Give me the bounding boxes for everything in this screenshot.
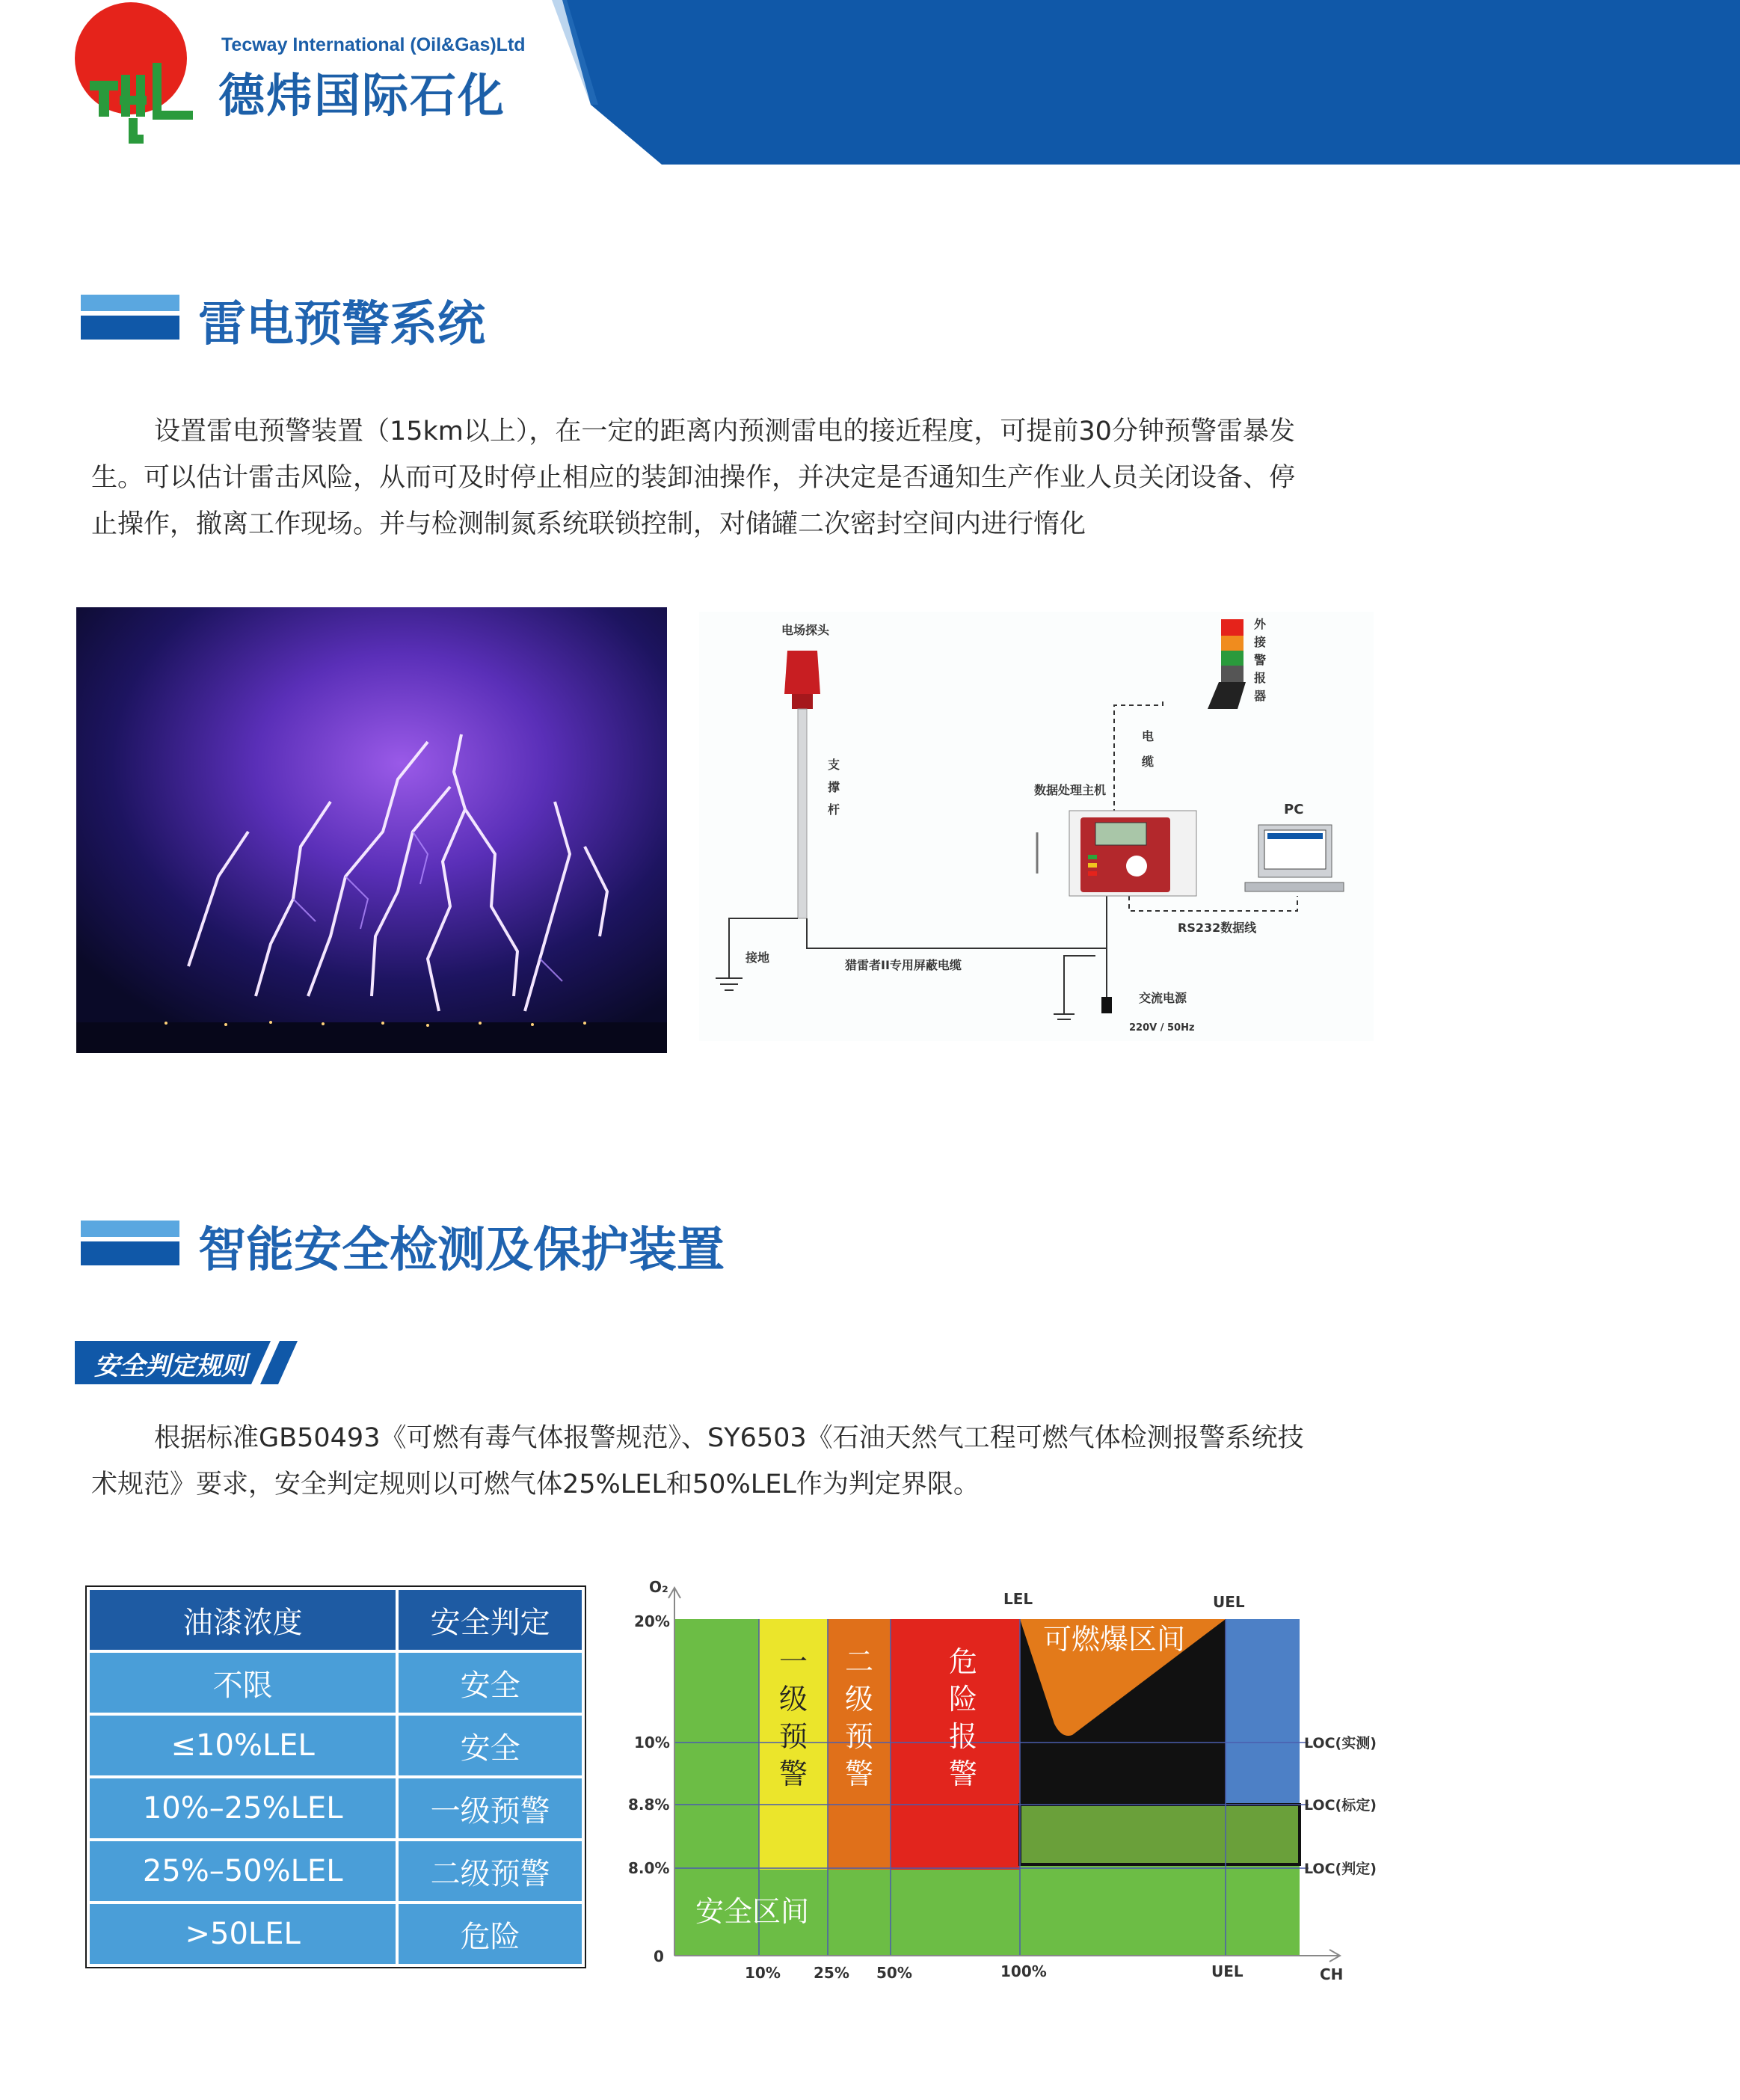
table-row: [90, 1904, 582, 1964]
label-alarm: 接: [1254, 635, 1267, 649]
company-logo: [67, 0, 209, 150]
lightning-paragraph: [91, 408, 1396, 547]
section-title-bar: [81, 295, 179, 340]
y-tick: 8.0%: [628, 1859, 670, 1877]
label-ac-power: 交流电源: [1139, 991, 1187, 1005]
band-label-level2: 警: [844, 1757, 874, 1790]
x-tick: 100%: [1000, 1962, 1047, 1980]
x-tick: 50%: [876, 1964, 912, 1982]
band-label-level1: 一: [778, 1645, 808, 1678]
band-label-level2: 级: [844, 1683, 874, 1716]
band-label-level1: 预: [778, 1720, 808, 1753]
band-label-level1: 警: [778, 1757, 808, 1790]
table-row: [90, 1841, 582, 1901]
label-cable: 缆: [1142, 755, 1155, 769]
label-rs232: RS232数据线: [1178, 921, 1257, 935]
label-cable: 电: [1142, 729, 1155, 743]
uel-label: UEL: [1213, 1593, 1245, 1611]
label-pc: PC: [1284, 802, 1304, 817]
band-label-level1: 级: [778, 1683, 808, 1716]
label-host: 数据处理主机: [1034, 783, 1107, 797]
region-loc-green: [1020, 1805, 1300, 1864]
label-pole: 杆: [828, 802, 840, 817]
label-alarm: 外: [1254, 617, 1267, 631]
table-row: [90, 1653, 582, 1713]
table-header-row: [90, 1590, 582, 1650]
band-label-safe: 安全区间: [695, 1895, 810, 1928]
band-label-danger: 险: [948, 1683, 978, 1716]
table-cell: 25%–50%LEL: [90, 1841, 396, 1901]
band-label-danger: 警: [948, 1757, 978, 1790]
safety-paragraph: [91, 1415, 1396, 1508]
band-label-level2: 预: [844, 1720, 874, 1753]
safety-rule-table: [85, 1585, 586, 1968]
paragraph-line: 术规范》要求，安全判定规则以可燃气体25%LEL和50%LEL作为判定界限。: [91, 1470, 980, 1499]
band-label-level2: 二: [844, 1645, 874, 1678]
table-header: 安全判定: [399, 1590, 582, 1650]
company-name-english: Tecway International (Oil&Gas)Ltd: [221, 34, 526, 55]
y-tick: 10%: [634, 1734, 670, 1751]
loc-label: LOC(判定): [1304, 1861, 1377, 1877]
lightning-system-diagram: [699, 612, 1374, 1041]
company-name-chinese: 德炜国际石化: [218, 68, 506, 123]
paragraph-line: 根据标准GB50493《可燃有毒气体报警规范》、SY6503《石油天然气工程可燃气体检测报警系统技: [154, 1423, 1304, 1453]
section-title-safety: 智能安全检测及保护装置: [198, 1223, 725, 1278]
rule-badge-label: 安全判定规则: [94, 1351, 247, 1381]
y-axis-label: O₂: [649, 1578, 668, 1596]
section-title-bar: [81, 1221, 179, 1265]
label-alarm: 器: [1254, 689, 1267, 703]
table-cell: 一级预警: [399, 1778, 582, 1838]
lel-label: LEL: [1003, 1590, 1033, 1608]
label-pole: 撑: [828, 780, 840, 794]
table-cell: 安全: [399, 1653, 582, 1713]
paragraph-line: 生。可以估计雷击风险，从而可及时停止相应的装卸油操作，并决定是否通知生产作业人员关闭设备、停: [91, 463, 1296, 493]
band-label-danger: 危: [948, 1645, 978, 1678]
table-cell: 二级预警: [399, 1841, 582, 1901]
table-cell: 危险: [399, 1904, 582, 1964]
band-label-explosive: 可燃爆区间: [1042, 1623, 1186, 1656]
paragraph-line: 设置雷电预警装置（15km以上），在一定的距离内预测雷电的接近程度，可提前30分钟预警雷暴发: [154, 417, 1295, 446]
table-cell: >50LEL: [90, 1904, 396, 1964]
table-header: 油漆浓度: [90, 1590, 396, 1650]
x-tick: UEL: [1211, 1962, 1243, 1980]
y-tick: 0: [654, 1947, 664, 1965]
label-voltage: 220V / 50Hz: [1129, 1022, 1195, 1034]
table-cell: ≤10%LEL: [90, 1716, 396, 1775]
table-row: [90, 1778, 582, 1838]
label-ground: 接地: [746, 951, 770, 965]
gas-region-chart: [621, 1574, 1413, 1993]
section-title-lightning: 雷电预警系统: [198, 297, 485, 352]
table-cell: 安全: [399, 1716, 582, 1775]
x-tick: 10%: [745, 1964, 781, 1982]
label-alarm: 报: [1254, 671, 1267, 685]
y-tick: 20%: [634, 1612, 670, 1630]
support-pole: [798, 709, 807, 918]
band-label-danger: 报: [948, 1720, 978, 1753]
table-cell: 不限: [90, 1653, 396, 1713]
x-tick: 25%: [814, 1964, 849, 1982]
loc-label: LOC(标定): [1304, 1797, 1377, 1814]
region-loc-blue: [1226, 1619, 1300, 1805]
label-alarm: 警: [1254, 653, 1267, 667]
label-pole: 支: [828, 758, 840, 772]
paragraph-line: 止操作，撤离工作现场。并与检测制氮系统联锁控制，对储罐二次密封空间内进行惰化: [91, 509, 1086, 539]
y-tick: 8.8%: [628, 1796, 670, 1814]
lightning-photo: [76, 607, 667, 1053]
x-axis-label: CH: [1320, 1965, 1344, 1983]
loc-label: LOC(实测): [1304, 1735, 1377, 1751]
table-cell: 10%–25%LEL: [90, 1778, 396, 1838]
label-probe: 电场探头: [781, 623, 830, 637]
label-shield-cable: 猎雷者II专用屏蔽电缆: [845, 958, 962, 972]
table-row: [90, 1716, 582, 1775]
